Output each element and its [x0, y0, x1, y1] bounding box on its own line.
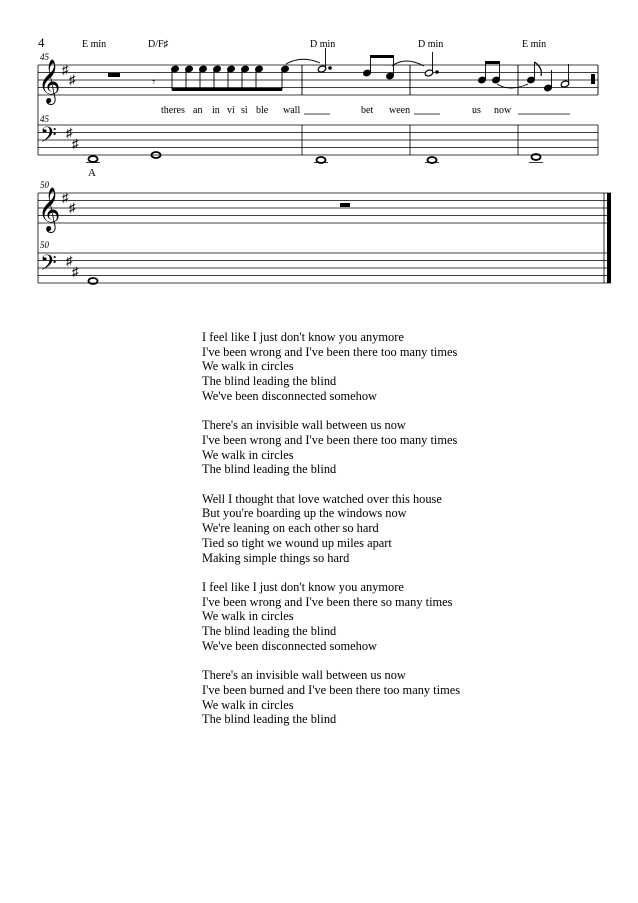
lyric-syllable: in	[212, 105, 220, 116]
lyric-syllables	[161, 105, 570, 116]
lyric-line: We walk in circles	[202, 697, 294, 712]
key-signature-sharps: ♯	[72, 264, 79, 279]
lyric-line: The blind leading the blind	[202, 624, 337, 639]
treble-staff-2	[38, 193, 611, 223]
lyric-syllable: an	[193, 105, 203, 116]
bass-chord-label: A	[88, 167, 96, 179]
lyric-syllable: us	[472, 105, 481, 116]
lyric-line: We've been disconnected somehow	[202, 638, 377, 653]
lyric-line: Tied so tight we wound up miles apart	[202, 535, 392, 550]
lyric-syllable: theres	[161, 105, 185, 116]
lyrics-block	[202, 330, 602, 742]
bass-staff-1	[38, 65, 598, 155]
lyric-line: The blind leading the blind	[202, 374, 337, 389]
lyric-syllable: bet	[361, 105, 374, 116]
lyric-line: There's an invisible wall between us now	[202, 668, 406, 683]
key-signature-sharps: ♯	[69, 72, 76, 87]
chord-symbol: E min	[522, 39, 547, 50]
sheet-music-score	[0, 0, 638, 300]
lyric-line: There's an invisible wall between us now	[202, 418, 406, 433]
bass-staff-2	[38, 193, 611, 283]
lyric-line: We're leaning on each other so hard	[202, 521, 379, 536]
lyric-line: The blind leading the blind	[202, 712, 337, 727]
lyrics-stanza	[202, 492, 602, 566]
measure-number: 50	[40, 180, 49, 190]
final-barline	[607, 193, 611, 283]
treble-clef-icon: 𝄞	[38, 61, 61, 103]
lyrics-stanza	[202, 330, 602, 404]
lyrics-stanza	[202, 668, 602, 727]
lyric-line: We walk in circles	[202, 359, 294, 374]
half-rest	[340, 203, 350, 207]
key-signature-sharps: ♯	[72, 136, 79, 151]
lyric-syllable: vi	[227, 105, 235, 116]
page-number: 4	[38, 35, 45, 50]
key-signature-sharps: ♯	[62, 62, 69, 77]
tie	[286, 59, 320, 64]
lyric-line: We walk in circles	[202, 447, 294, 462]
lyric-line: I've been burned and I've been there too many times	[202, 682, 461, 697]
key-signature-sharps: ♯	[62, 190, 69, 205]
measure-number: 50	[40, 240, 49, 250]
lyric-syllable: wall	[283, 105, 301, 116]
lyric-syllable: ble	[256, 105, 269, 116]
key-signature-sharps: ♯	[69, 200, 76, 215]
lyric-line: I feel like I just don't know you anymore	[202, 330, 404, 344]
key-signature-sharps: ♯	[66, 125, 73, 140]
lyric-line: I've been wrong and I've been there too many times	[202, 344, 458, 359]
note-group	[424, 52, 500, 84]
lyric-line: Making simple things so hard	[202, 550, 350, 565]
lyric-syllable: ween	[389, 105, 411, 116]
chord-symbol: D/F♯	[148, 39, 169, 50]
treble-clef-icon: 𝄞	[38, 189, 61, 231]
eighth-rest: 𝄾	[152, 75, 156, 89]
measure-number: 45	[40, 52, 49, 62]
lyric-line: We've been disconnected somehow	[202, 388, 377, 403]
bass-clef-icon: 𝄢	[40, 123, 57, 152]
quarter-rest	[591, 74, 595, 84]
note-group	[317, 48, 394, 80]
lyrics-stanza	[202, 418, 602, 477]
half-rest	[108, 73, 120, 77]
key-signature-sharps: ♯	[66, 253, 73, 268]
lyric-syllable: now	[494, 105, 512, 116]
lyric-line: I've been wrong and I've been there too many times	[202, 432, 458, 447]
lyric-line: Well I thought that love watched over this house	[202, 491, 442, 506]
measure-number: 45	[40, 114, 49, 124]
lyrics-stanza	[202, 580, 602, 654]
lyric-line: The blind leading the blind	[202, 462, 337, 477]
lyric-syllable: si	[241, 105, 248, 116]
chord-symbol: D min	[310, 39, 336, 50]
bass-clef-icon: 𝄢	[40, 251, 57, 280]
lyric-line: I feel like I just don't know you anymore	[202, 579, 404, 594]
lyric-line: We walk in circles	[202, 609, 294, 624]
lyric-line: But you're boarding up the windows now	[202, 506, 407, 521]
whole-note	[89, 278, 98, 284]
chord-symbol: D min	[418, 39, 444, 50]
chord-symbol: E min	[82, 39, 107, 50]
whole-notes	[89, 152, 541, 163]
lyric-line: I've been wrong and I've been there so many times	[202, 594, 453, 609]
